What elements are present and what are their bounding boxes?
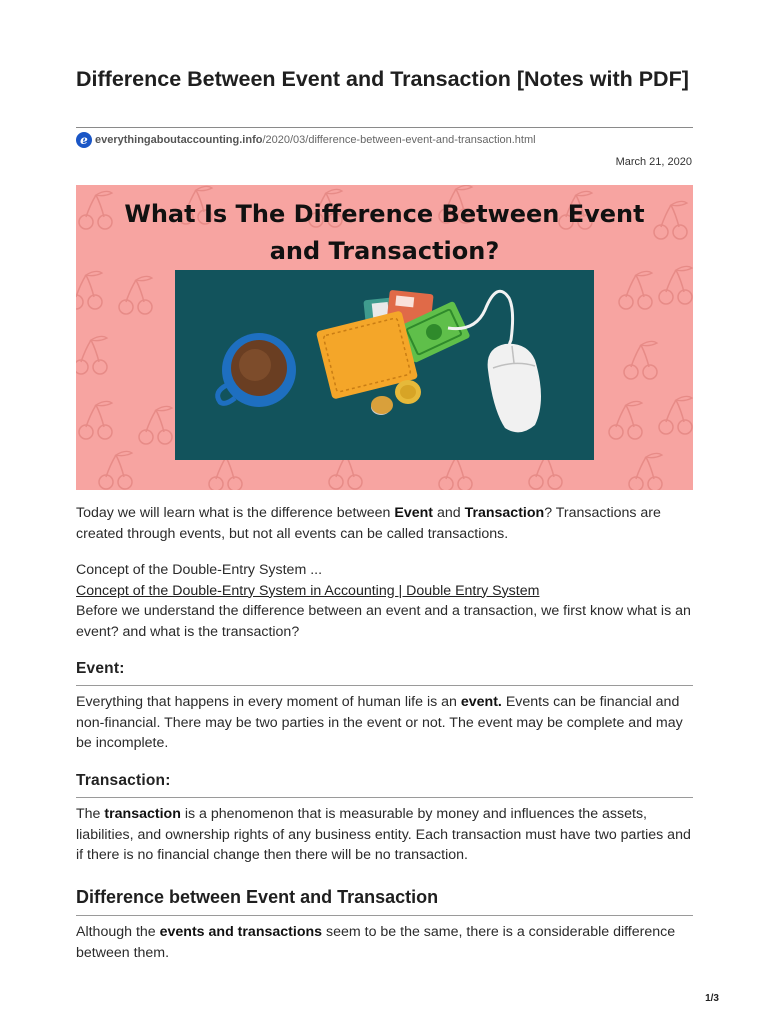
event-text-1: Everything that happens in every moment of human life is an <box>76 694 461 710</box>
double-entry-link[interactable]: Concept of the Double-Entry System in Accounting | Double Entry System <box>76 582 540 599</box>
event-paragraph <box>76 692 696 754</box>
transaction-divider <box>76 797 693 798</box>
hero-image <box>76 185 693 490</box>
event-bold: event. <box>460 694 502 710</box>
page-title: Difference Between Event and Transaction [Notes with PDF] <box>76 67 689 91</box>
coffee-cup-icon <box>218 333 296 407</box>
transaction-paragraph <box>76 804 696 866</box>
difference-text-1: Although the <box>76 924 160 940</box>
source-domain[interactable]: everythingaboutaccounting.info <box>95 134 263 146</box>
page-number: 1/3 <box>705 993 719 1004</box>
intro-bold-event: Event <box>394 505 433 521</box>
event-heading: Event: <box>76 660 125 677</box>
related-text: Concept of the Double-Entry System ... <box>76 562 323 578</box>
hero-illustration-panel <box>175 270 594 460</box>
source-link[interactable] <box>76 131 536 149</box>
event-text-2: Events can be financial and non-financial. There may be two parties in the event or not. The event may be complete and may be incomplete. <box>76 694 683 751</box>
intro-bold-transaction: Transaction <box>464 505 545 521</box>
site-logo-icon: e <box>76 132 92 148</box>
difference-paragraph <box>76 922 696 963</box>
transaction-bold: transaction <box>104 806 181 822</box>
hero-title-line2: and Transaction? <box>269 237 500 265</box>
before-we-understand-text: Before we understand the difference between an event and a transaction, we first know what is an event? and what is the transaction? <box>76 603 691 640</box>
hero-title <box>76 196 693 270</box>
intro-text-3: ? Transactions are created through events, but not all events can be called transactions. <box>76 505 661 542</box>
transaction-text-2: is a phenomenon that is measurable by money and influences the assets, liabilities, and ownership rights of any business entity. Each transaction must have two parties and if there is no financial change then there will be no transaction. <box>76 806 691 863</box>
intro-paragraph <box>76 503 696 544</box>
difference-bold: events and transactions <box>159 924 323 940</box>
related-paragraph <box>76 560 696 642</box>
intro-text-1: Today we will learn what is the difference between <box>76 505 395 521</box>
intro-text-2: and <box>433 505 465 521</box>
publish-date: March 21, 2020 <box>615 156 692 168</box>
title-divider <box>76 127 693 128</box>
difference-divider <box>76 915 693 916</box>
transaction-heading: Transaction: <box>76 772 171 789</box>
transaction-text-1: The <box>76 806 105 822</box>
source-path[interactable]: /2020/03/difference-between-event-and-transaction.html <box>262 134 536 146</box>
difference-text-2: seem to be the same, there is a considerable difference between them. <box>76 924 676 961</box>
computer-mouse-icon <box>488 344 541 433</box>
event-divider <box>76 685 693 686</box>
hero-title-line1: What Is The Difference Between Event <box>124 200 645 228</box>
difference-heading: Difference between Event and Transaction <box>76 887 439 907</box>
